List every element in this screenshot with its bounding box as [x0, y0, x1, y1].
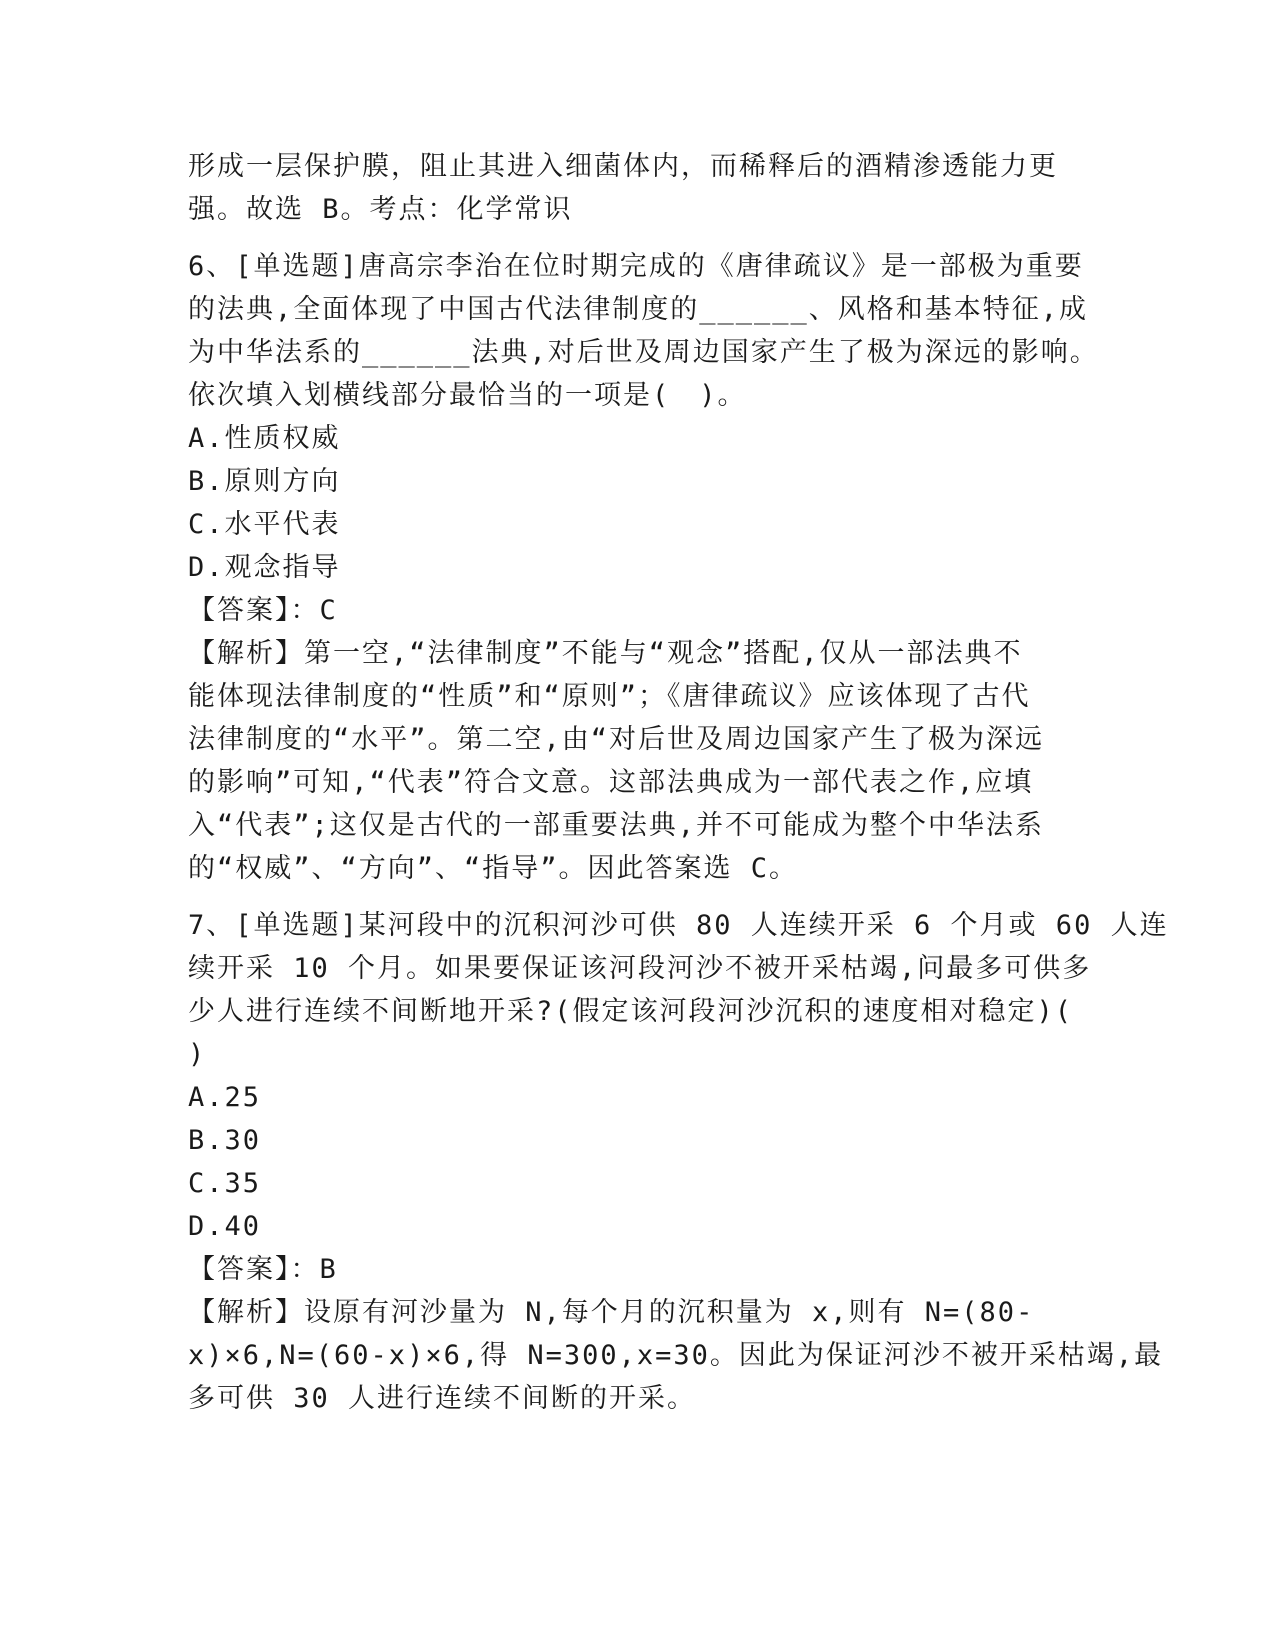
option-d: D.观念指导 [188, 552, 341, 583]
analysis-line: 【解析】设原有河沙量为 N,每个月的沉积量为 x,则有 N=(80- [188, 1297, 1035, 1328]
question-stem-line: 的法典,全面体现了中国古代法律制度的______、风格和基本特征,成 [188, 294, 1089, 325]
analysis-line: 多可供 30 人进行连续不间断的开采。 [188, 1383, 697, 1414]
analysis-line: 【解析】第一空,“法律制度”不能与“观念”搭配,仅从一部法典不 [188, 638, 1023, 669]
previous-question-analysis-tail [188, 145, 1088, 231]
answer-line: 【答案】：C [188, 595, 338, 626]
analysis-line: 法律制度的“水平”。第二空,由“对后世及周边国家产生了极为深远 [188, 724, 1045, 755]
option-c: C.35 [188, 1168, 262, 1199]
text-line: 形成一层保护膜，阻止其进入细菌体内，而稀释后的酒精渗透能力更 [188, 151, 1058, 182]
question-stem-line: 续开采 10 个月。如果要保证该河段河沙不被开采枯竭,问最多可供多 [188, 953, 1092, 984]
option-b: B.原则方向 [188, 466, 341, 497]
question-stem-line: 6、[单选题]唐高宗李治在位时期完成的《唐律疏议》是一部极为重要 [188, 251, 1084, 282]
question-stem-line: 为中华法系的______法典,对后世及周边国家产生了极为深远的影响。 [188, 337, 1099, 368]
option-a: A.性质权威 [188, 423, 341, 454]
option-c: C.水平代表 [188, 509, 341, 540]
answer-line: 【答案】：B [188, 1254, 338, 1285]
question-6 [188, 245, 1099, 890]
option-b: B.30 [188, 1125, 262, 1156]
option-a: A.25 [188, 1082, 262, 1113]
question-stem-line: 少人进行连续不间断地开采?(假定该河段河沙沉积的速度相对稳定)( [188, 996, 1074, 1027]
analysis-line: x)×6,N=(60-x)×6,得 N=300,x=30。因此为保证河沙不被开采枯竭,最 [188, 1340, 1164, 1371]
question-7 [188, 904, 1169, 1420]
question-stem-line: 7、[单选题]某河段中的沉积河沙可供 80 人连续开采 6 个月或 60 人连 [188, 910, 1169, 941]
analysis-line: 的“权威”、“方向”、“指导”。因此答案选 C。 [188, 853, 799, 884]
question-stem-line: ) [188, 1039, 207, 1070]
analysis-line: 的影响”可知,“代表”符合文意。这部法典成为一部代表之作,应填 [188, 767, 1034, 798]
analysis-line: 入“代表”;这仅是古代的一部重要法典,并不可能成为整个中华法系 [188, 810, 1045, 841]
document-page [188, 145, 1169, 1420]
text-line: 强。故选 B。考点：化学常识 [188, 194, 573, 225]
option-d: D.40 [188, 1211, 262, 1242]
question-stem-line: 依次填入划横线部分最恰当的一项是( )。 [188, 380, 747, 411]
analysis-line: 能体现法律制度的“性质”和“原则”；《唐律疏议》应该体现了古代 [188, 681, 1031, 712]
